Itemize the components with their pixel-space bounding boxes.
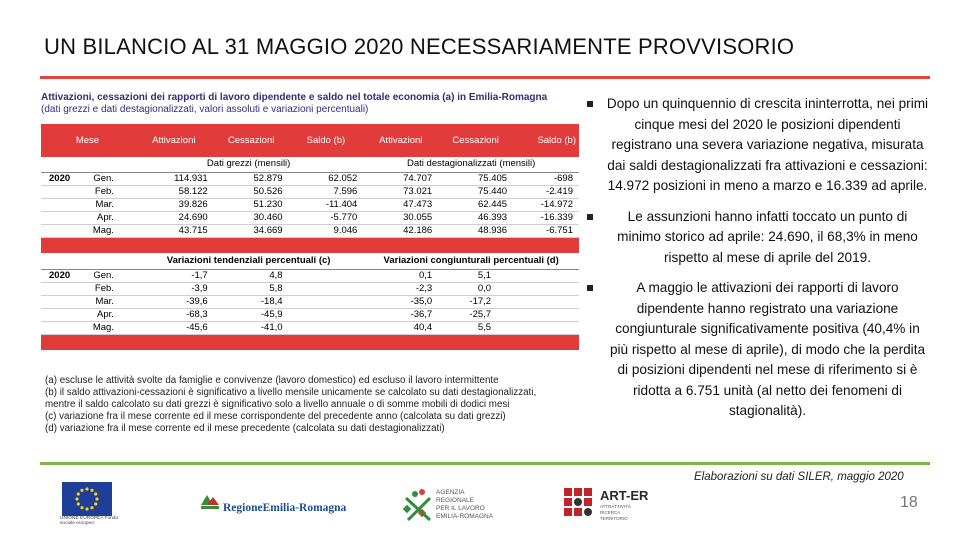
bullet-item bbox=[584, 207, 929, 269]
col-header-activations-raw: Attivazioni bbox=[134, 124, 214, 157]
value-cell: 34.669 bbox=[214, 224, 289, 237]
value-cell: -36,7 bbox=[363, 308, 438, 321]
svg-text:ART-ER: ART-ER bbox=[600, 488, 649, 503]
month-cell: Feb. bbox=[91, 282, 134, 295]
table-header-row bbox=[41, 124, 579, 157]
month-cell: Apr. bbox=[91, 211, 134, 224]
month-cell: Gen. bbox=[91, 269, 134, 282]
col-header-activations-seas: Attivazioni bbox=[363, 124, 438, 157]
value-cell: 62.052 bbox=[289, 172, 364, 185]
top-divider bbox=[40, 76, 930, 79]
month-cell: Mar. bbox=[91, 198, 134, 211]
table-row bbox=[41, 211, 579, 224]
table-bottom-band bbox=[41, 334, 579, 350]
svg-text:TERRITORIO: TERRITORIO bbox=[600, 516, 628, 521]
value-cell: 114.931 bbox=[134, 172, 214, 185]
value-cell: -17,2 bbox=[438, 295, 513, 308]
page-title: UN BILANCIO AL 31 MAGGIO 2020 NECESSARIAMENTE PROVVISORIO bbox=[44, 34, 795, 59]
value-cell: -41,0 bbox=[214, 321, 289, 334]
svg-text:ATTRATTIVITÀ: ATTRATTIVITÀ bbox=[600, 504, 631, 509]
year-label: 2020 bbox=[41, 269, 91, 282]
svg-text:RICERCA: RICERCA bbox=[600, 510, 621, 515]
bullet-square-icon bbox=[587, 214, 593, 220]
regione-logo-text: RegioneEmilia-Romagna bbox=[223, 502, 347, 514]
table-caption bbox=[41, 92, 581, 116]
value-cell: -698 bbox=[513, 172, 579, 185]
value-cell: -68,3 bbox=[134, 308, 214, 321]
value-cell: 75.440 bbox=[438, 185, 513, 198]
svg-text:AGENZIA: AGENZIA bbox=[436, 489, 465, 496]
data-table bbox=[41, 124, 579, 350]
value-cell: 39.826 bbox=[134, 198, 214, 211]
regione-logo bbox=[199, 491, 349, 519]
value-cell: -6.751 bbox=[513, 224, 579, 237]
value-cell: 5,5 bbox=[438, 321, 513, 334]
value-cell: -11.404 bbox=[289, 198, 364, 211]
table-row bbox=[41, 172, 579, 185]
eu-caption: UNIONE EUROPEA Fondo sociale europeo bbox=[60, 516, 119, 526]
art-er-logo bbox=[562, 484, 672, 524]
month-cell: Mag. bbox=[91, 224, 134, 237]
value-cell: 62.445 bbox=[438, 198, 513, 211]
table-row bbox=[41, 185, 579, 198]
col-header-month: Mese bbox=[41, 124, 134, 157]
bullet-text: A maggio le attivazioni dei rapporti di lavoro dipendente hanno registrato una variazione congiunturale significativamente positiva (40,4% in più rispetto al mese di aprile), di modo che la perdita di posizioni dipendenti nel mese di riferimento si è ridotta a 6.751 unità (al netto dei fenomeni di stagionalità). bbox=[609, 280, 926, 418]
value-cell: -5.770 bbox=[289, 211, 364, 224]
subheader-seasonal: Dati destagionalizzati (mensili) bbox=[363, 157, 579, 172]
value-cell: 42.186 bbox=[363, 224, 438, 237]
subheader-trend: Variazioni tendenziali percentuali (c) bbox=[134, 253, 363, 269]
svg-text:REGIONALE: REGIONALE bbox=[436, 497, 474, 504]
bullet-square-icon bbox=[587, 285, 593, 291]
value-cell: 73.021 bbox=[363, 185, 438, 198]
table-row bbox=[41, 308, 579, 321]
value-cell: -3,9 bbox=[134, 282, 214, 295]
value-cell: -2,3 bbox=[363, 282, 438, 295]
value-cell: 74.707 bbox=[363, 172, 438, 185]
subheader-raw: Dati grezzi (mensili) bbox=[134, 157, 363, 172]
value-cell: 48.936 bbox=[438, 224, 513, 237]
value-cell: 40,4 bbox=[363, 321, 438, 334]
value-cell: 46.393 bbox=[438, 211, 513, 224]
table-notes bbox=[45, 375, 585, 435]
value-cell: -2.419 bbox=[513, 185, 579, 198]
value-cell: 52.879 bbox=[214, 172, 289, 185]
value-cell: -39,6 bbox=[134, 295, 214, 308]
value-cell: 9.046 bbox=[289, 224, 364, 237]
svg-text:EMILIA-ROMAGNA: EMILIA-ROMAGNA bbox=[436, 513, 494, 520]
page-number: 18 bbox=[900, 494, 918, 511]
col-header-balance-seas: Saldo (b) bbox=[513, 124, 579, 157]
bottom-divider bbox=[40, 462, 930, 465]
month-cell: Apr. bbox=[91, 308, 134, 321]
table-row bbox=[41, 269, 579, 282]
value-cell: 51.230 bbox=[214, 198, 289, 211]
value-cell: 30.055 bbox=[363, 211, 438, 224]
table-subheader-row bbox=[41, 157, 579, 172]
value-cell: 5,8 bbox=[214, 282, 289, 295]
month-cell: Mag. bbox=[91, 321, 134, 334]
eu-stars-icon bbox=[62, 482, 112, 516]
agenzia-lavoro-logo bbox=[400, 484, 510, 524]
value-cell: 50.526 bbox=[214, 185, 289, 198]
value-cell: -1,7 bbox=[134, 269, 214, 282]
source-note: Elaborazioni su dati SILER, maggio 2020 bbox=[694, 471, 904, 483]
table-row bbox=[41, 198, 579, 211]
note-line: mentre il saldo calcolato su dati grezzi è significativo solo a livello annuale o di somme mobili di dodici mesi bbox=[45, 399, 510, 410]
bullet-text: Le assunzioni hanno infatti toccato un punto di minimo storico ad aprile: 24.690, il 68,3% in meno rispetto al mese di aprile del 2019. bbox=[617, 208, 918, 265]
subheader-cyclical: Variazioni congiunturali percentuali (d) bbox=[363, 253, 579, 269]
bullet-list bbox=[584, 94, 929, 432]
value-cell: 7.596 bbox=[289, 185, 364, 198]
bullet-item bbox=[584, 94, 929, 197]
value-cell: 43.715 bbox=[134, 224, 214, 237]
month-cell: Feb. bbox=[91, 185, 134, 198]
value-cell: 47.473 bbox=[363, 198, 438, 211]
value-cell: -45,9 bbox=[214, 308, 289, 321]
value-cell: -14.972 bbox=[513, 198, 579, 211]
year-label: 2020 bbox=[41, 172, 91, 185]
note-line: (a) escluse le attività svolte da famiglie e convivenze (lavoro domestico) ed escluso il lavoro intermittente bbox=[45, 375, 499, 386]
eu-flag-logo bbox=[62, 482, 112, 516]
bullet-item bbox=[584, 278, 929, 422]
table-separator-band bbox=[41, 237, 579, 253]
table-row bbox=[41, 321, 579, 334]
col-header-terminations-seas: Cessazioni bbox=[438, 124, 513, 157]
value-cell: 0,0 bbox=[438, 282, 513, 295]
note-line: (d) variazione fra il mese corrente ed il mese precedente (calcolata su dati destagionalizzati) bbox=[45, 423, 445, 434]
table-row bbox=[41, 224, 579, 237]
table-variation-subheader bbox=[41, 253, 579, 269]
value-cell: -35,0 bbox=[363, 295, 438, 308]
value-cell: -18,4 bbox=[214, 295, 289, 308]
table-row bbox=[41, 295, 579, 308]
note-line: (b) il saldo attivazioni-cessazioni è significativo a livello mensile unicamente se calcolato su dati destagionalizzati, bbox=[45, 387, 537, 398]
table-caption-subtitle: (dati grezzi e dati destagionalizzati, valori assoluti e variazioni percentuali) bbox=[41, 104, 369, 115]
bullet-square-icon bbox=[587, 101, 593, 107]
col-header-terminations-raw: Cessazioni bbox=[214, 124, 289, 157]
month-cell: Gen. bbox=[91, 172, 134, 185]
value-cell: 4,8 bbox=[214, 269, 289, 282]
value-cell: 75.405 bbox=[438, 172, 513, 185]
value-cell: 5,1 bbox=[438, 269, 513, 282]
value-cell: 24.690 bbox=[134, 211, 214, 224]
value-cell: 58.122 bbox=[134, 185, 214, 198]
value-cell: -45,6 bbox=[134, 321, 214, 334]
table-row bbox=[41, 282, 579, 295]
bullet-text: Dopo un quinquennio di crescita ininterrotta, nei primi cinque mesi del 2020 le posizioni dipendenti registrano una severa variazione negativa, misurata dai saldi destagionalizzati fra attivazioni e cessazioni: 14.972 posizioni in meno a marzo e 16.339 ad aprile. bbox=[606, 96, 929, 193]
value-cell: -16.339 bbox=[513, 211, 579, 224]
col-header-balance-raw: Saldo (b) bbox=[289, 124, 364, 157]
svg-text:PER IL LAVORO: PER IL LAVORO bbox=[436, 505, 485, 512]
table-caption-title: Attivazioni, cessazioni dei rapporti di lavoro dipendente e saldo nel totale economia (a) in Emilia-Romagna bbox=[41, 92, 548, 103]
note-line: (c) variazione fra il mese corrente ed il mese corrispondente del precedente anno (calcolata su dati grezzi) bbox=[45, 411, 506, 422]
value-cell: 30.460 bbox=[214, 211, 289, 224]
value-cell: -25,7 bbox=[438, 308, 513, 321]
month-cell: Mar. bbox=[91, 295, 134, 308]
value-cell: 0,1 bbox=[363, 269, 438, 282]
